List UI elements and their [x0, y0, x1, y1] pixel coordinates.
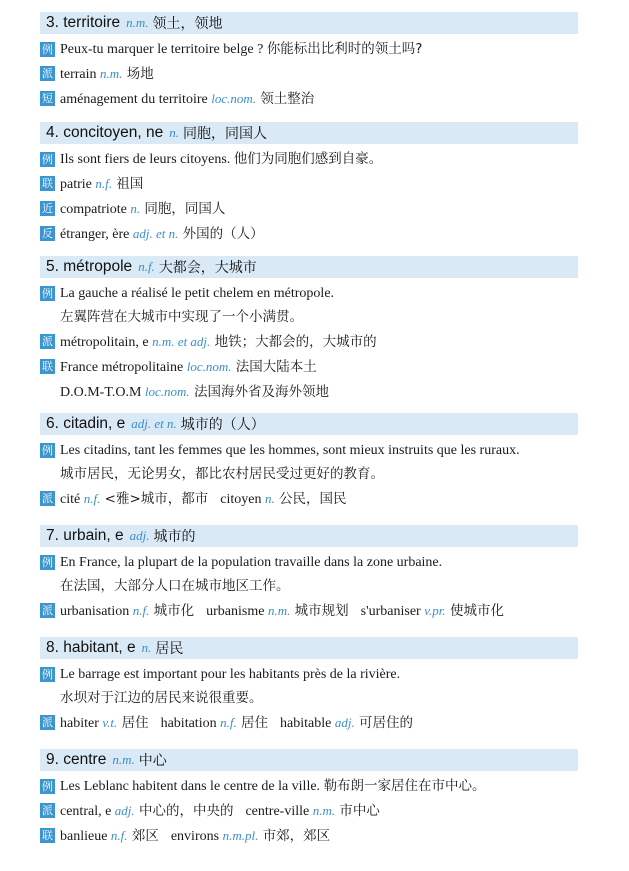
line-text	[60, 197, 225, 221]
line-text	[60, 575, 290, 598]
french-text: Les citadins, tant les femmes que les hommes, sont mieux instruits que les ruraux.	[60, 443, 520, 458]
grammar-tag: n.m.	[100, 66, 123, 81]
chinese-text: 郊区	[127, 828, 159, 844]
entry-header	[40, 749, 578, 771]
entry-number: 3.	[46, 14, 59, 31]
grammar-tag: n.	[264, 491, 275, 506]
chinese-text: 勒布朗一家居住在市中心。	[323, 778, 486, 794]
part-of-speech: n.m.	[126, 15, 149, 30]
entry-header	[40, 122, 578, 144]
part-of-speech: n.f.	[138, 259, 155, 274]
french-text: patrie	[60, 177, 96, 192]
french-text: habitable	[280, 716, 335, 731]
grammar-tag: n.f.	[110, 828, 128, 843]
entry-word: centre	[63, 751, 107, 768]
example-badge: 例	[42, 287, 53, 300]
headword	[46, 527, 124, 545]
entry-line	[40, 172, 578, 196]
line-text	[60, 439, 520, 462]
french-text: habitation	[160, 716, 221, 731]
chinese-text: 水坝对于江边的居民来说很重要。	[60, 690, 263, 706]
grammar-tag: adj.	[114, 803, 135, 818]
line-text	[60, 330, 377, 354]
entry-line	[40, 551, 578, 574]
french-text: La gauche a réalisé le petit chelem en métropole.	[60, 286, 335, 301]
entry-line	[40, 148, 578, 171]
chinese-text: 可居住的	[354, 715, 413, 731]
part-of-speech: n.m.	[112, 752, 135, 767]
line-text	[60, 824, 330, 848]
line-text	[60, 663, 400, 686]
chinese-text: 你能标出比利时的领土吗?	[266, 41, 423, 57]
french-text: s'urbaniser	[360, 604, 425, 619]
derivative-badge: 派	[42, 716, 53, 729]
chinese-text: 场地	[122, 66, 154, 82]
entry-line	[40, 38, 578, 61]
french-text: En France, la plupart de la population travaille dans la zone urbaine.	[60, 555, 443, 570]
grammar-tag: loc.nom.	[144, 384, 190, 399]
entry-line	[40, 197, 578, 221]
line-text	[60, 599, 504, 623]
chinese-text: 居住	[236, 715, 269, 731]
entry-number: 5.	[46, 258, 59, 275]
chinese-text: 居住	[117, 715, 149, 731]
line-text	[60, 306, 303, 329]
example-badge: 例	[42, 780, 53, 793]
french-text: aménagement du territoire	[60, 92, 212, 107]
grammar-tag: n.m.	[267, 603, 291, 618]
french-text: métropolitain, e	[60, 335, 153, 350]
line-text	[60, 711, 413, 735]
chinese-text: 中心的，中央的	[134, 803, 234, 819]
line-text	[60, 487, 347, 511]
chinese-text: 祖国	[112, 176, 144, 192]
french-text: Le barrage est important pour les habitants près de la rivière.	[60, 667, 401, 682]
derivative-badge: 派	[42, 604, 53, 617]
line-text	[60, 62, 154, 86]
chinese-text: <雅>城市，都市	[100, 491, 209, 507]
entry-line	[40, 439, 578, 462]
entry-word: citadin, e	[63, 415, 126, 432]
entry-line	[40, 355, 578, 379]
grammar-tag: loc.nom.	[186, 359, 232, 374]
part-of-speech: n.	[141, 640, 152, 655]
french-text: cité	[60, 492, 84, 507]
entry-line	[40, 330, 578, 354]
chinese-text: 公民，国民	[274, 491, 347, 507]
chinese-meaning: 同胞，同国人	[182, 126, 267, 142]
french-text: Les Leblanc habitent dans le centre de la ville.	[60, 779, 324, 794]
grammar-tag: loc.nom.	[211, 91, 256, 106]
entry-word: métropole	[63, 258, 133, 275]
chinese-text: 城市规划	[290, 603, 349, 619]
headword	[46, 124, 163, 142]
line-text	[60, 380, 329, 404]
line-text	[60, 172, 143, 196]
derivative-badge: 派	[42, 67, 53, 80]
line-text	[60, 799, 380, 823]
grammar-tag: adj. et n.	[132, 226, 179, 241]
derivative-badge: 派	[42, 335, 53, 348]
entry-line	[40, 380, 578, 404]
line-text	[60, 463, 384, 486]
chinese-text: 在法国，大部分人口在城市地区工作。	[60, 578, 290, 594]
french-text: urbanisme	[206, 604, 268, 619]
synonym-badge: 近	[42, 202, 53, 215]
french-text: habiter	[60, 716, 103, 731]
entry-word: concitoyen, ne	[63, 124, 164, 141]
line-text	[60, 775, 486, 798]
french-text: central, e	[60, 804, 115, 819]
chinese-meaning: 领土，领地	[152, 16, 223, 32]
entry-line	[40, 824, 578, 848]
french-text: environs	[170, 829, 223, 844]
chinese-text: 他们为同胞们感到自豪。	[233, 151, 383, 167]
related-badge: 联	[42, 177, 53, 190]
derivative-badge: 派	[42, 492, 53, 505]
entry-line	[40, 775, 578, 798]
entry-line	[40, 87, 578, 111]
french-text: compatriote	[60, 202, 131, 217]
entry-line	[40, 306, 578, 329]
grammar-tag: n.m.	[312, 803, 336, 818]
derivative-badge: 派	[42, 804, 53, 817]
entry-line	[40, 599, 578, 623]
entry-line	[40, 487, 578, 511]
entry-urbain	[40, 525, 578, 623]
example-badge: 例	[42, 556, 53, 569]
line-text	[60, 38, 422, 61]
grammar-tag: n.	[130, 201, 141, 216]
french-text: banlieue	[60, 829, 111, 844]
chinese-text: 城市居民，无论男女，都比农村居民受过更好的教育。	[60, 466, 384, 482]
example-badge: 例	[42, 43, 53, 56]
french-text: urbanisation	[60, 604, 133, 619]
chinese-meaning: 城市的（人）	[180, 417, 265, 433]
chinese-meaning: 居民	[155, 641, 184, 657]
part-of-speech: adj. et n.	[131, 416, 177, 431]
line-text	[60, 687, 263, 710]
grammar-tag: n.f.	[95, 176, 112, 191]
headword	[46, 415, 125, 433]
chinese-text: 法国大陆本土	[231, 359, 317, 375]
entry-citadin	[40, 413, 578, 511]
example-badge: 例	[42, 153, 53, 166]
chinese-text: 领土整治	[256, 91, 315, 107]
entry-line	[40, 463, 578, 486]
line-text	[60, 87, 314, 111]
chinese-meaning: 中心	[138, 753, 167, 769]
entry-header	[40, 637, 578, 659]
entry-line	[40, 282, 578, 305]
grammar-tag: adj.	[334, 715, 355, 730]
entry-line	[40, 222, 578, 246]
line-text	[60, 355, 317, 379]
chinese-text: 市中心	[335, 803, 380, 819]
chinese-text: 地铁；大都会的，大城市的	[210, 334, 377, 350]
entry-line	[40, 663, 578, 686]
entry-header	[40, 525, 578, 547]
entry-line	[40, 799, 578, 823]
entry-line	[40, 62, 578, 86]
related-badge: 联	[42, 829, 53, 842]
part-of-speech: adj.	[129, 528, 150, 543]
entry-word: urbain, e	[63, 527, 124, 544]
entry-number: 4.	[46, 124, 59, 141]
entry-header	[40, 12, 578, 34]
grammar-tag: v.t.	[102, 715, 118, 730]
grammar-tag: n.m. et adj.	[152, 334, 211, 349]
headword	[46, 14, 120, 32]
part-of-speech: n.	[169, 125, 179, 140]
example-badge: 例	[42, 444, 53, 457]
entry-number: 8.	[46, 639, 59, 656]
entry-territoire	[40, 12, 578, 111]
french-text: D.O.M-T.O.M	[60, 385, 145, 400]
french-text: étranger, ère	[60, 227, 133, 242]
entry-centre	[40, 749, 578, 848]
grammar-tag: n.f.	[220, 715, 237, 730]
chinese-text: 左翼阵营在大城市中实现了一个小满贯。	[60, 309, 303, 325]
french-text: terrain	[60, 67, 101, 82]
antonym-badge: 反	[42, 227, 53, 240]
french-text: Ils sont fiers de leurs citoyens.	[60, 152, 234, 167]
line-text	[60, 222, 264, 246]
entry-number: 6.	[46, 415, 59, 432]
entry-habitant	[40, 637, 578, 735]
entry-word: habitant, e	[63, 639, 136, 656]
entry-word: territoire	[63, 14, 121, 31]
phrase-badge: 短	[42, 92, 53, 105]
entry-metropole	[40, 256, 578, 404]
french-text: France métropolitaine	[60, 360, 187, 375]
chinese-text: 法国海外省及海外领地	[189, 384, 329, 400]
related-badge: 联	[42, 360, 53, 373]
french-text: citoyen	[220, 492, 265, 507]
grammar-tag: n.m.pl.	[222, 828, 259, 843]
chinese-text: 同胞，同国人	[140, 201, 226, 217]
chinese-text: 市郊，郊区	[258, 828, 331, 844]
entry-header	[40, 256, 578, 278]
entry-line	[40, 687, 578, 710]
example-badge: 例	[42, 668, 53, 681]
chinese-text: 外国的（人）	[178, 226, 264, 242]
grammar-tag: v.pr.	[424, 603, 446, 618]
chinese-text: 使城市化	[445, 603, 504, 619]
grammar-tag: n.f.	[83, 491, 101, 506]
french-text: Peux-tu marquer le territoire belge ?	[60, 42, 267, 57]
chinese-text: 城市化	[149, 603, 195, 619]
headword	[46, 639, 136, 657]
entry-number: 9.	[46, 751, 59, 768]
headword	[46, 258, 132, 276]
entry-concitoyen	[40, 122, 578, 246]
headword	[46, 751, 106, 769]
line-text	[60, 282, 334, 305]
french-text: centre-ville	[245, 804, 313, 819]
grammar-tag: n.f.	[132, 603, 150, 618]
entry-line	[40, 711, 578, 735]
entry-number: 7.	[46, 527, 59, 544]
entry-line	[40, 575, 578, 598]
line-text	[60, 148, 382, 171]
chinese-meaning: 大都会，大城市	[158, 260, 257, 276]
chinese-meaning: 城市的	[153, 529, 196, 545]
entry-header	[40, 413, 578, 435]
line-text	[60, 551, 442, 574]
